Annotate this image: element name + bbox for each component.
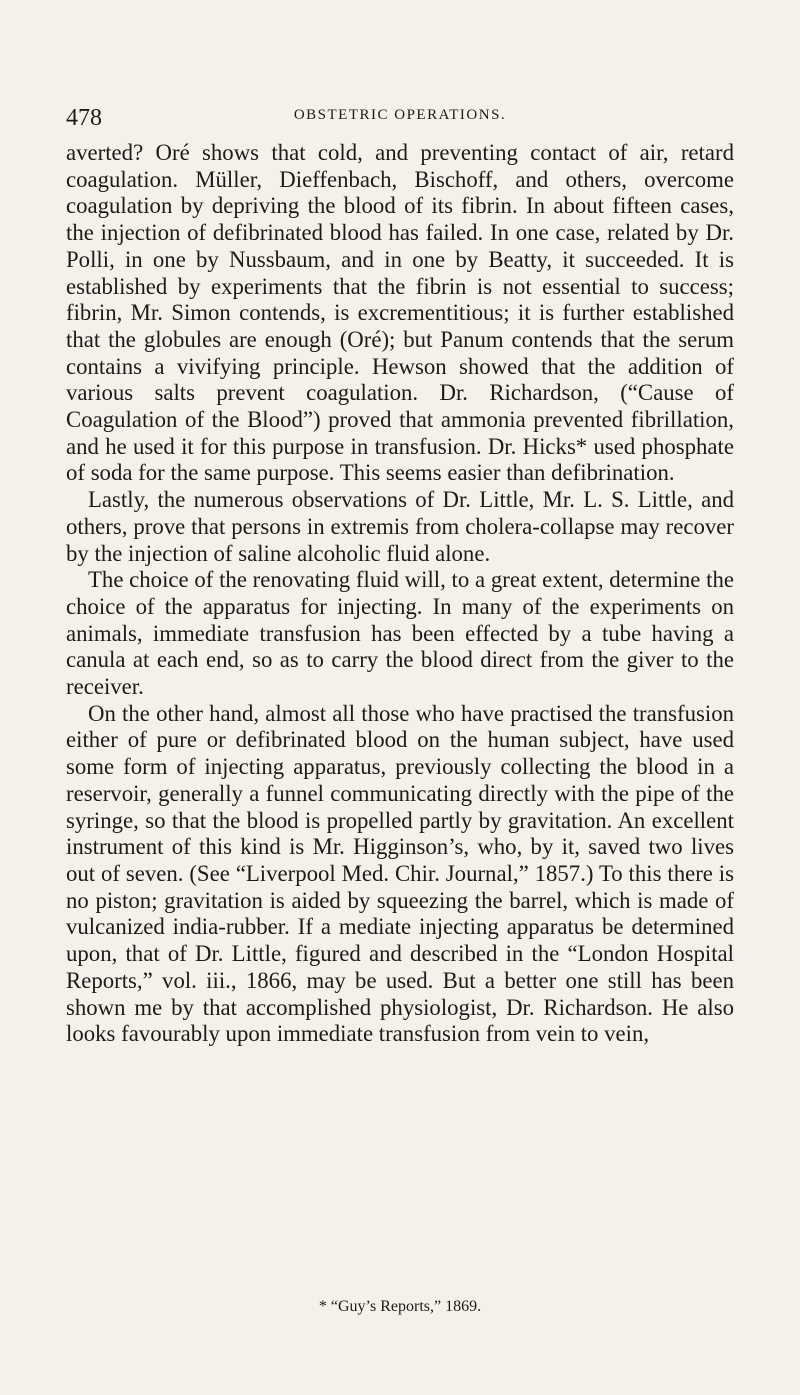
- running-head: OBSTETRIC OPERATIONS.: [293, 107, 507, 123]
- paragraph: Lastly, the numerous observations of Dr. Little, Mr. L. S. Little, and others, prove that persons in extremis from cholera-collapse may recover by the injection of saline alcoholic fluid alone.: [66, 487, 734, 566]
- paragraph: The choice of the renovating fluid will, to a great extent, determine the choice of the apparatus for injecting. In many of the experiments on animals, immediate transfusion has been effected by a tube having a canula at each end, so as to carry the blood direct from the giver to the receiver.: [66, 567, 734, 700]
- page-header: [66, 103, 734, 133]
- body-text: [66, 140, 734, 1048]
- footnote: * “Guy’s Reports,” 1869.: [318, 1298, 482, 1315]
- paragraph: averted? Oré shows that cold, and preventing contact of air, retard coagulation. Müller, Dieffenbach, Bischoff, and others, overcome coagulation by depriving the blood of its fibrin. In about fifteen cases, the injection of defibrinated blood has failed. In one case, related by Dr. Polli, in one by Nussbaum, and in one by Beatty, it succeeded. It is established by experiments that the fibrin is not essential to success; fibrin, Mr. Simon contends, is excrementitious; it is further established that the globules are enough (Oré); but Panum contends that the serum contains a vivifying principle. Hewson showed that the addition of various salts prevent coagulation. Dr. Richardson, (“Cause of Coagulation of the Blood”) proved that ammonia prevented fibrillation, and he used it for this purpose in transfusion. Dr. Hicks* used phosphate of soda for the same purpose. This seems easier than defibrination.: [66, 140, 734, 486]
- paragraph: On the other hand, almost all those who have practised the transfusion either of pure or defibrinated blood on the human subject, have used some form of injecting apparatus, previously collecting the blood in a reservoir, generally a funnel communicating directly with the pipe of the syringe, so that the blood is propelled partly by gravitation. An excellent instrument of this kind is Mr. Higginson’s, who, by it, saved two lives out of seven. (See “Liverpool Med. Chir. Journal,” 1857.) To this there is no piston; gravitation is aided by squeezing the barrel, which is made of vulcanized india-rubber. If a mediate injecting apparatus be determined upon, that of Dr. Little, figured and described in the “London Hospital Reports,” vol. iii., 1866, may be used. But a better one still has been shown me by that accomplished physiologist, Dr. Richardson. He also looks favourably upon immediate transfusion from vein to vein,: [66, 700, 734, 1047]
- page-number: 478: [66, 105, 102, 131]
